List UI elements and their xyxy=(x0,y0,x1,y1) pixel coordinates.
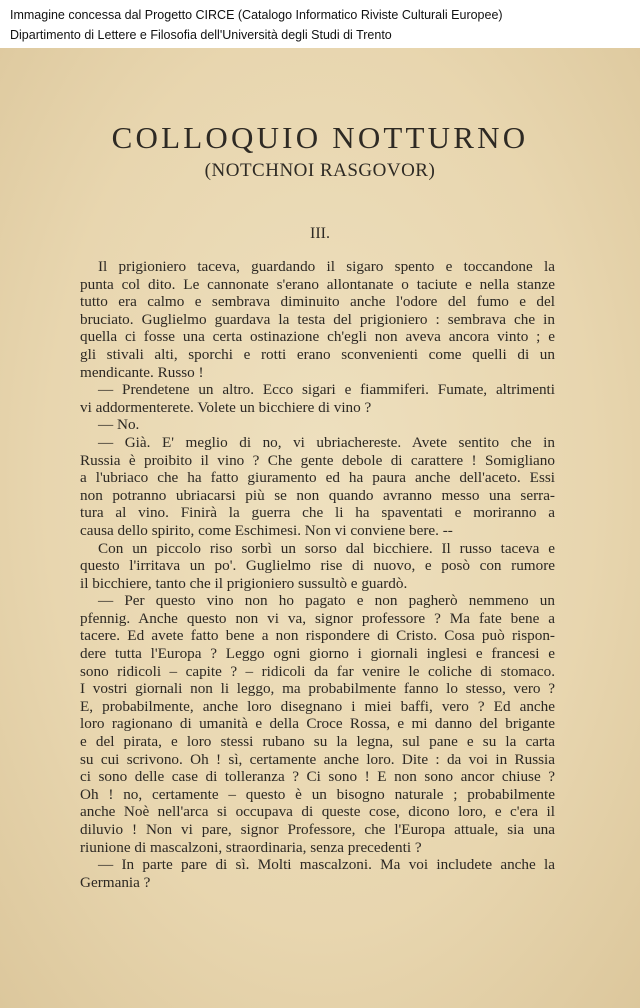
text-line: — Prendetene un altro. Ecco sigari e fiammiferi. Fumate, altrimenti xyxy=(98,381,555,399)
section-number: III. xyxy=(310,225,330,242)
text-line: dere tutta l'Europa ? Leggo ogni giorno i giornali inglesi e francesi e xyxy=(80,645,555,663)
article-subtitle: (NOTCHNOI RASGOVOR) xyxy=(204,160,436,181)
text-line: tura al vino. Finirà la guerra che li ha spaventati e moriranno a xyxy=(80,504,555,522)
text-line: — No. xyxy=(98,416,140,434)
credit-line-2: Dipartimento di Lettere e Filosofia dell'Università degli Studi di Trento xyxy=(10,28,392,42)
article-title: COLLOQUIO NOTTURNO xyxy=(111,120,529,155)
text-line: tutto era calmo e sembrava diminuito anche l'odore del fumo e del xyxy=(80,293,555,311)
text-line: Il prigioniero taceva, guardando il sigaro spento e toccandone la xyxy=(98,258,555,275)
scanned-page xyxy=(0,48,640,1008)
text-line: ci sono delle case di tolleranza ? Ci sono ! E non sono ancor chiuse ? xyxy=(80,768,555,786)
text-line: il bicchiere, tanto che il prigioniero sussultò e guardò. xyxy=(80,574,408,592)
text-line: causa dello spirito, come Eschimesi. Non vi conviene bere. -- xyxy=(80,521,453,539)
text-line: gli stivali alti, sporchi e rotti erano sconvenienti come quelli di un xyxy=(80,345,555,363)
text-line: questo l'irritava un po'. Guglielmo rise di nuovo, e posò con rumore xyxy=(80,557,555,575)
text-line: loro ragionano di umanità e della Croce Rossa, e mi danno del brigante xyxy=(80,715,555,733)
text-line: Germania ? xyxy=(80,873,151,891)
text-line: mendicante. Russo ! xyxy=(80,363,204,381)
text-line: e del pirata, e loro stessi rubano su la legna, sul pane e su la carta xyxy=(80,733,555,751)
text-line: vi addormenterete. Volete un bicchiere di vino ? xyxy=(80,398,372,416)
text-line: a l'ubriaco che ha fatto giuramento ed ha paura anche dell'aceto. Essi xyxy=(80,469,555,487)
text-line: anche Noè nell'arca si occupava di queste cose, dicono loro, e c'era il xyxy=(80,803,555,821)
text-line: pfennig. Anche questo non vi va, signor professore ? Ma fate bene a xyxy=(80,609,555,627)
text-line: — In parte pare di sì. Molti mascalzoni. Ma voi includete anche la xyxy=(98,856,555,874)
text-line: — Già. E' meglio di no, vi ubriachereste. Avete sentito che in xyxy=(98,433,555,451)
text-line: punta col dito. Le cannonate s'erano allontanate o taciute e nella stanze xyxy=(80,275,555,293)
text-line: tacere. Ed avete fatto bene a non rispondere di Cristo. Cosa può rispon- xyxy=(80,627,555,645)
text-line: I vostri giornali non li leggo, ma probabilmente fanno lo stesso, vero ? xyxy=(80,680,555,698)
text-line: Russia è proibito il vino ? Che gente debole di carattere ! Somigliano xyxy=(80,451,555,469)
text-line: riunione di mascalzoni, straordinaria, senza precedenti ? xyxy=(80,838,422,856)
text-line: su cui scrivono. Oh ! sì, certamente anche loro. Dite : da voi in Russia xyxy=(80,750,555,768)
text-line: sono ridicoli – capite ? – ridicoli da far venire le coliche di stomaco. xyxy=(80,662,555,680)
text-line: non potranno ubriacarsi più se non quando avranno messo una serra- xyxy=(80,486,555,504)
image-credit-banner xyxy=(0,0,640,48)
text-line: — Per questo vino non ho pagato e non pagherò nemmeno un xyxy=(98,592,555,610)
text-line: Oh ! no, certamente – questo è un bisogno naturale ; probabilmente xyxy=(80,785,555,803)
text-line: quella ci fosse una certa ostinazione ch'egli non aveva ancora vinto ; e xyxy=(80,328,555,346)
article-body xyxy=(80,258,555,891)
text-line: E, probabilmente, anche loro disegnano i miei baffi, vero ? Ed anche xyxy=(80,697,555,715)
text-line: Con un piccolo riso sorbì un sorso dal bicchiere. Il russo taceva e xyxy=(98,539,555,557)
text-line: bruciato. Guglielmo guardava la testa del prigioniero : sembrava che in xyxy=(80,310,555,328)
text-line: diluvio ! Non vi pare, signor Professore, che l'Europa attuale, sia una xyxy=(80,821,555,838)
credit-line-1: Immagine concessa dal Progetto CIRCE (Catalogo Informatico Riviste Culturali Europee) xyxy=(10,8,503,22)
